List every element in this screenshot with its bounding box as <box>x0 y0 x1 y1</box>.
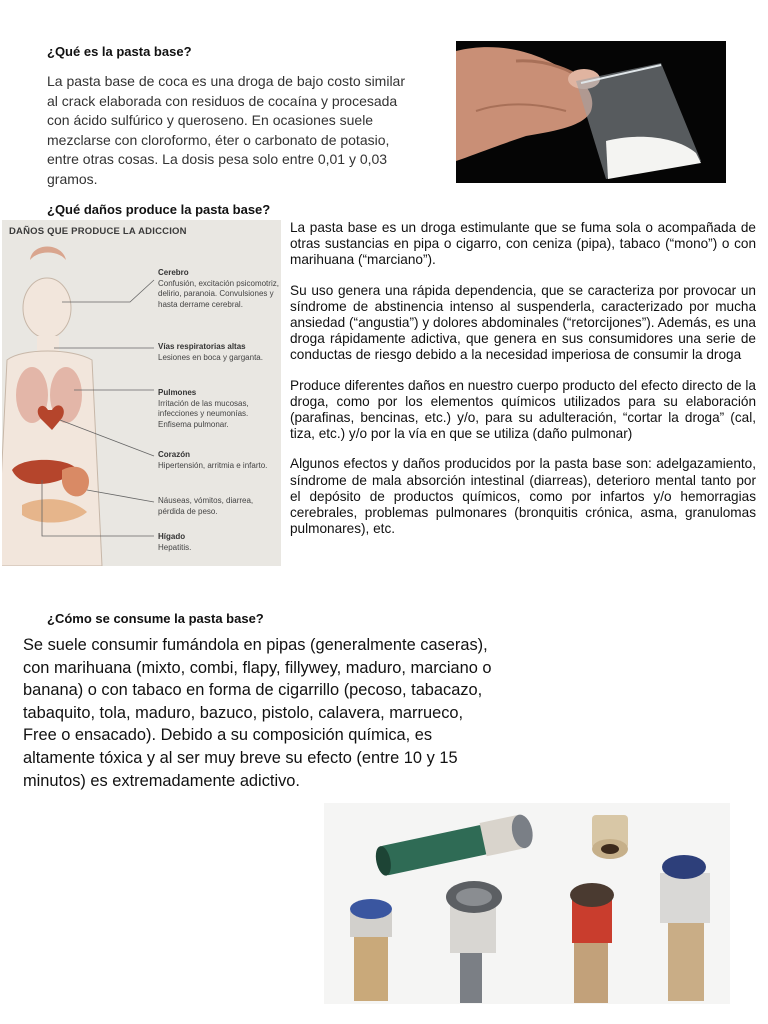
section-consume-title: ¿Cómo se consume la pasta base? <box>47 611 264 626</box>
hand-bag-illustration <box>456 41 726 183</box>
infographic-item-airways: Vías respiratorias altas Lesiones en boca y garganta. <box>158 342 263 362</box>
photo-homemade-pipes <box>324 803 730 1004</box>
section-damage-text <box>290 220 756 551</box>
infographic-header: DAÑOS QUE PRODUCE LA ADICCION <box>9 226 187 237</box>
damage-paragraph: Produce diferentes daños en nuestro cuerpo producto del efecto directo de la droga, como por los elementos químicos utilizados para su elaboración (parafinas, bencinas, etc.) y/o, para su adulteración, “cortar la droga” (cal, tiza, etc.) y/o por la vía en que se utiliza (daño pulmonar) <box>290 377 756 442</box>
section-damage-title: ¿Qué daños produce la pasta base? <box>47 202 271 217</box>
damage-paragraph: La pasta base es un droga estimulante que se fuma sola o acompañada de otras sustancias en pipa o cigarro, con ceniza (pipa), tabaco (“mono”) o con marihuana (“marciano”). <box>290 220 756 268</box>
damage-paragraph: Su uso genera una rápida dependencia, que se caracteriza por provocar un síndrome de abstinencia intenso al suspenderla, caracterizado por mucha ansiedad (“angustia”) y dolores abdominales (“retorcijones”). Además, es una droga rápidamente adictiva, que genera en sus consumidores una serie de conductas de riesgo debido a la necesidad imperiosa de consumir la droga <box>290 282 756 363</box>
infographic-item-digestive: Náuseas, vómitos, diarrea, pérdida de peso. <box>158 496 254 516</box>
photo-hand-holding-bag <box>456 41 726 183</box>
section-what-title: ¿Qué es la pasta base? <box>47 44 192 59</box>
infographic-item-lungs: Pulmones Irritación de las mucosas, infecciones y neumonías. Enfisema pulmonar. <box>158 388 249 429</box>
addiction-damage-infographic <box>2 220 281 566</box>
pipes-illustration <box>324 803 730 1004</box>
infographic-item-heart: Corazón Hipertensión, arritmia e infarto. <box>158 450 268 470</box>
section-consume-body: Se suele consumir fumándola en pipas (generalmente caseras), con marihuana (mixto, combi, flapy, fillywey, maduro, marciano o banana) o con tabaco en forma de cigarrillo (pecoso, tabacazo, tabaquito, tola, maduro, bazuco, pistolo, calavera, marrueco, Free o ensacado). Debido a su composición química, es altamente tóxica y al ser muy breve su efecto (entre 10 y 15 minutos) es extremadamente adictivo. <box>23 636 492 790</box>
section-what-body: La pasta base de coca es una droga de bajo costo similar al crack elaborada con residuos de cocaína y procesada con ácido sulfúrico y queroseno. En ocasiones suele mezclarse con cloroformo, éter o carbonato de potasio, entre otras cosas. La dosis pesa solo entre 0,01 y 0,03 gramos. <box>47 73 406 187</box>
infographic-item-brain: Cerebro Confusión, excitación psicomotriz, delirio, paranoia. Convulsiones y hasta derrame cerebral. <box>158 268 279 309</box>
infographic-item-liver: Hígado Hepatitis. <box>158 532 192 552</box>
damage-paragraph: Algunos efectos y daños producidos por la pasta base son: adelgazamiento, síndrome de mala absorción intestinal (diarreas), deterioro mental tanto por el depósito de productos químicos, como por infartos y/o hemorragias cerebrales, problemas pulmonares (bronquitis crónica, asma, granulomas pulmonares), etc. <box>290 456 756 537</box>
